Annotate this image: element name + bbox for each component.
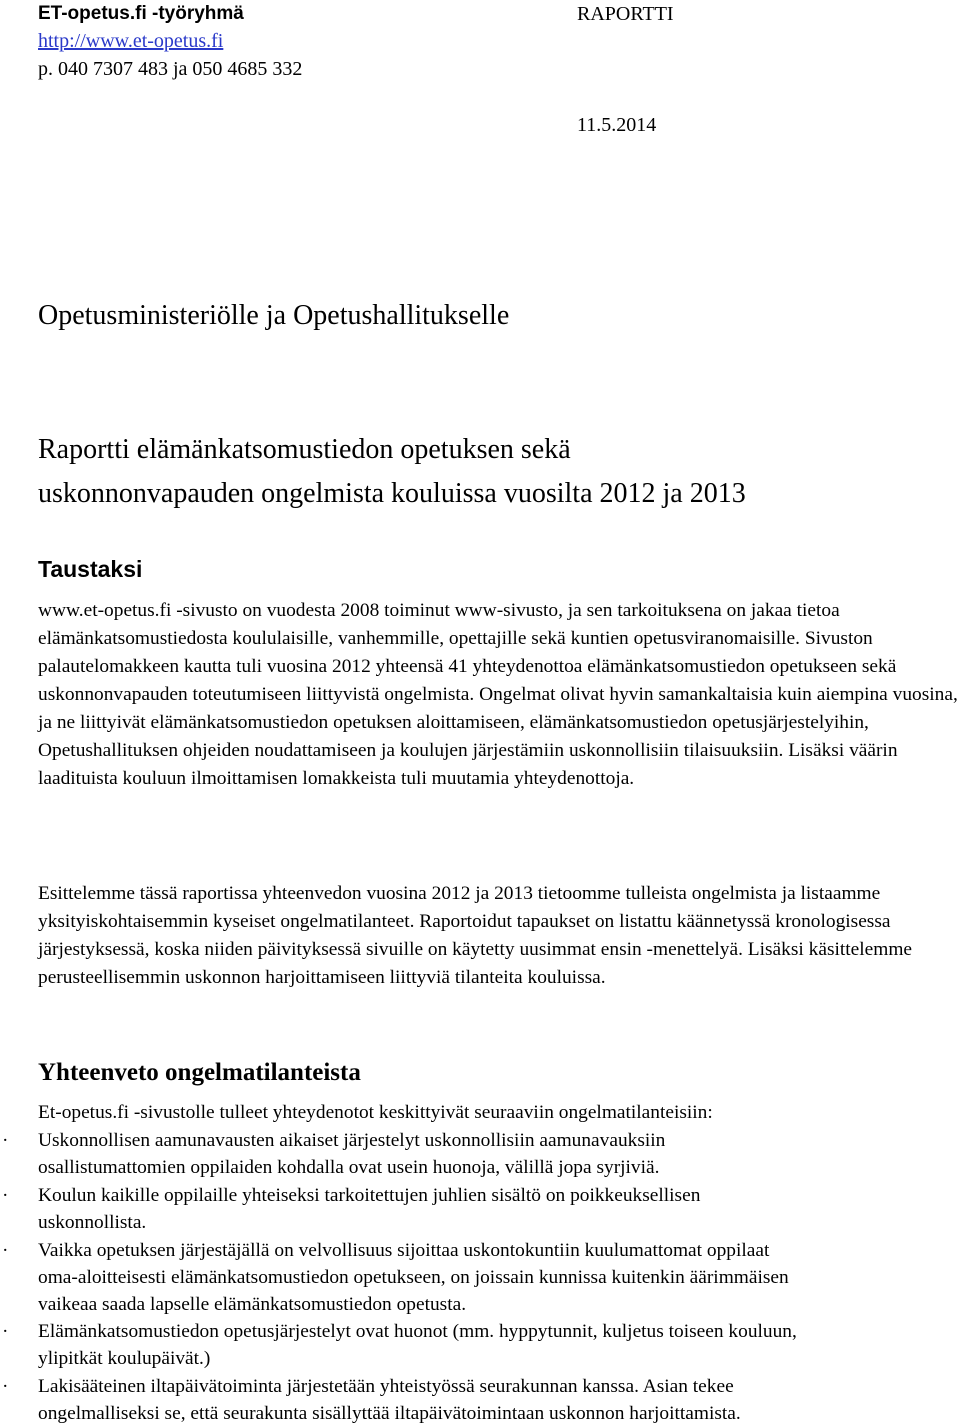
section-heading-summary: Yhteenveto ongelmatilanteista xyxy=(38,1059,361,1086)
list-item xyxy=(0,1127,960,1183)
list-item-line: osallistumattomien oppilaiden kohdalla ovat usein huonoja, välillä jopa syrjiviä. xyxy=(38,1157,660,1178)
bullet-marker: · xyxy=(2,1376,9,1397)
background-paragraph-2 xyxy=(38,880,960,992)
bullet-marker: · xyxy=(2,1240,9,1261)
list-item xyxy=(0,1373,960,1426)
phone-numbers: p. 040 7307 483 ja 050 4685 332 xyxy=(38,58,303,80)
bullet-marker: · xyxy=(2,1185,9,1206)
list-item-line: oma-aloitteisesti elämänkatsomustiedon opetukseen, on joissain kunnissa kuitenkin äärimmäisen xyxy=(38,1267,789,1288)
recipient: Opetusministeriölle ja Opetushallitukselle xyxy=(38,300,510,331)
bullet-marker: · xyxy=(2,1321,9,1342)
list-item-line: Elämänkatsomustiedon opetusjärjestelyt ovat huonot (mm. hyppytunnit, kuljetus toiseen kouluun, xyxy=(38,1321,797,1342)
section-heading-background: Taustaksi xyxy=(38,556,143,582)
website-link[interactable]: http://www.et-opetus.fi xyxy=(38,30,224,52)
list-item-line: Uskonnollisen aamunavausten aikaiset järjestelyt uskonnollisiin aamunavauksiin xyxy=(38,1130,666,1151)
background-paragraph-1 xyxy=(38,597,960,793)
document-type: RAPORTTI xyxy=(577,3,674,25)
list-item-line: Koulun kaikille oppilaille yhteiseksi tarkoitettujen juhlien sisältö on poikkeuksellisen xyxy=(38,1185,701,1206)
list-item xyxy=(0,1182,960,1238)
list-item-line: Vaikka opetuksen järjestäjällä on velvollisuus sijoittaa uskontokuntiin kuulumattomat oppilaat xyxy=(38,1240,770,1261)
list-item-line: ylipitkät koulupäivät.) xyxy=(38,1348,211,1369)
list-item xyxy=(0,1318,960,1374)
list-item-line: vaikeaa saada lapselle elämänkatsomustiedon opetusta. xyxy=(38,1294,467,1315)
bullet-marker: · xyxy=(2,1130,9,1151)
document-date: 11.5.2014 xyxy=(577,114,657,136)
paragraph-text: Esittelemme tässä raportissa yhteenvedon vuosina 2012 ja 2013 tietoomme tulleista ongelmista ja listaamme yksityiskohtaisemmin kyseiset ongelmatilanteet. Raportoidut tapaukset on listattu käännetyssä kronologisessa järjestyksessä, koska niiden päivityksessä sivuille on käytetty uusimmat ensin -menettelyä. Lisäksi käsittelemme perusteellisemmin uskonnon harjoittamiseen liittyviä tilanteita kouluissa. xyxy=(38,883,913,988)
list-item-line: uskonnollista. xyxy=(38,1212,147,1233)
list-item-line: ongelmalliseksi se, että seurakunta sisällyttää iltapäivätoimintaan uskonnon harjoittamista. xyxy=(38,1403,741,1424)
report-title-line-1: Raportti elämänkatsomustiedon opetuksen sekä xyxy=(38,434,571,465)
report-title-line-2: uskonnonvapauden ongelmista kouluissa vuosilta 2012 ja 2013 xyxy=(38,478,746,509)
list-item-line: Lakisääteinen iltapäivätoiminta järjestetään yhteistyössä seurakunnan kanssa. Asian tekee xyxy=(38,1376,734,1397)
organization-name: ET-opetus.fi -työryhmä xyxy=(38,3,244,24)
summary-intro: Et-opetus.fi -sivustolle tulleet yhteydenotot keskittyivät seuraaviin ongelmatilanteisiin: xyxy=(38,1102,713,1123)
paragraph-text: www.et-opetus.fi -sivusto on vuodesta 2008 toiminut www-sivusto, ja sen tarkoituksena on jakaa tietoa elämänkatsomustiedosta koululaisille, vanhemmille, opettajille sekä kuntien opetusviranomaisille. Sivuston palautelomakkeen kautta tuli vuosina 2012 yhteensä 41 yhteydenottoa elämänkatsomustiedon opetukseen sekä uskonnonvapauden toteutumiseen liittyvistä ongelmista. Ongelmat olivat hyvin samankaltaisia kuin aiempina vuosina, ja ne liittyivät elämänkatsomustiedon opetuksen aloittamiseen, elämänkatsomustiedon opetusjärjestelyihin, Opetushallituksen ohjeiden noudattamiseen ja koulujen järjestämiin uskonnollisiin tilaisuuksiin. Lisäksi väärin laadituista kouluun ilmoittamisen lomakkeista tuli muutamia yhteydenottoja. xyxy=(38,600,958,789)
list-item xyxy=(0,1237,960,1321)
